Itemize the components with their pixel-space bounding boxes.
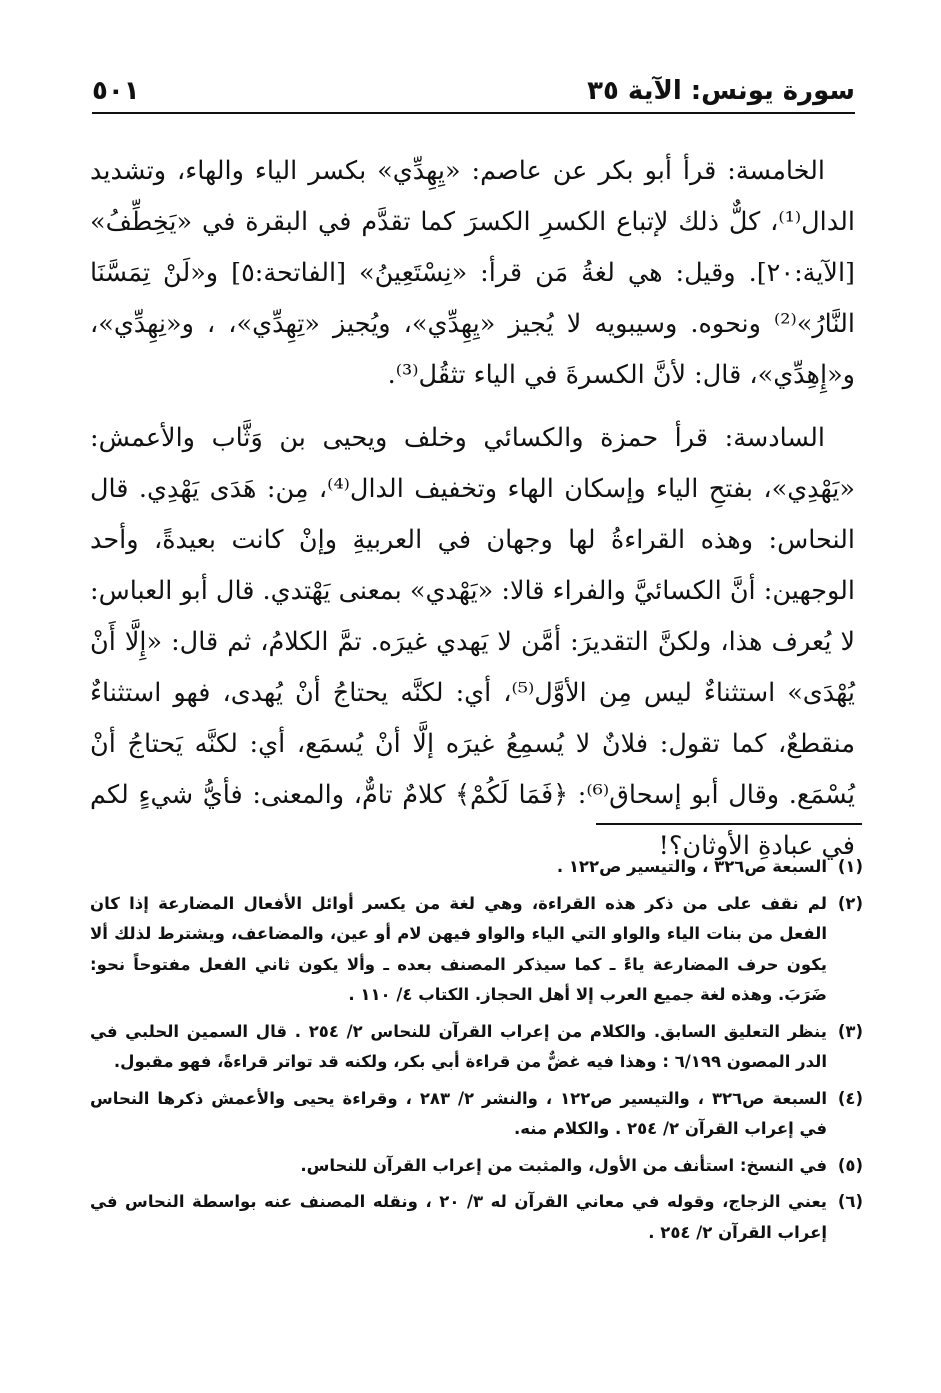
footnote-separator: [596, 823, 862, 825]
footnotes: [90, 852, 863, 1254]
footnote-text: السبعة ص٣٢٦ ، والتيسير ص١٢٢ .: [556, 857, 827, 876]
footnote-number: (٢): [837, 893, 863, 913]
footnote-text: في النسخ: استأنف من الأول، والمثبت من إعراب القرآن للنحاس.: [300, 1155, 827, 1175]
running-title: سورة يونس: الآية ٣٥: [587, 76, 855, 106]
footnote: [90, 1187, 863, 1248]
page-header: [92, 66, 855, 114]
footnote-number: (٥): [837, 1155, 863, 1175]
footnote-number: (٦): [837, 1192, 863, 1211]
page-number: ٥٠١: [92, 76, 140, 106]
paragraph-fifth-reading: الخامسة: قرأ أبو بكر عن عاصم: «يِهِدِّي» بكسر الياء والهاء، وتشديد الدال⁽¹⁾، كلٌّ ذلك لإتباع الكسرِ الكسرَ كما تقدَّم في البقرة في «يَخِطِّفُ» [الآية:٢٠]. وقيل: هي لغةُ مَن قرأ: «نِسْتَعِينُ» [الفاتحة:٥] و«لَنْ تِمَسَّنَا النَّارُ»⁽²⁾ ونحوه. وسيبويه لا يُجيز «يِهِدِّي»، ويُجيز «تِهِدِّي»، ، و«نِهِدِّي»، و«إِهِدِّي»، قال: لأنَّ الكسرةَ في الياء تثقُل⁽³⁾.: [90, 156, 855, 390]
paragraph-sixth-reading: السادسة: قرأ حمزة والكسائي وخلف ويحيى بن وَثَّاب والأعمش: «يَهْدِي»، بفتحِ الياء وإسكان الهاء وتخفيف الدال⁽⁴⁾، مِن: هَدَى يَهْدِي. قال النحاس: وهذه القراءةُ لها وجهان في العربيةِ وإنْ كانت بعيدةً، وأحد الوجهين: أنَّ الكسائيَّ والفراء قالا: «يَهْدي» بمعنى يَهْتدي. قال أبو العباس: لا يُعرف هذا، ولكنَّ التقديرَ: أمَّن لا يَهدي غيرَه. تمَّ الكلامُ، ثم قال: «إِلَّا أَنْ يُهْدَى» استثناءٌ ليس مِن الأوَّل⁽⁵⁾، أي: لكنَّه يحتاجُ أنْ يُهدى، فهو استثناءٌ منقطعٌ، كما تقول: فلانٌ لا يُسمِعُ غيرَه إلَّا أنْ يُسمَع، أي: لكنَّه يَحتاجُ أنْ يُسْمَع. وقال أبو إسحاق⁽⁶⁾: ﴿فَمَا لَكُمْ﴾ كلامٌ تامٌّ، والمعنى: فأيُّ شيءٍ لكم في عبادةِ الأوثان؟!: [90, 423, 856, 861]
footnote: [90, 1017, 863, 1078]
footnote-text: ينظر التعليق السابق. والكلام من إعراب القرآن للنحاس ٢/ ٢٥٤ . قال السمين الحلبي في الدر المصون ٦/١٩٩ : وهذا فيه غضٌّ من قراءة أبي بكر، ولكنه قد تواتر قراءةً، فهو مقبول.: [90, 1021, 827, 1071]
footnote: [90, 852, 863, 883]
footnote-number: (١): [837, 857, 863, 876]
footnote: [90, 1084, 863, 1145]
footnote-text: لم نقف على من ذكر هذه القراءة، وهي لغة من يكسر أوائل الأفعال المضارعة إذا كان الفعل من بنات الياء والواو التي الياء والواو فيهن لام أو عين، والمضاعف، ويشترط لذلك ألا يكون حرف المضارعة ياءً ـ كما سيذكر المصنف بعده ـ وألا يكون ثاني الفعل مفتوحاً نحو: ضَرَبَ. وهذه لغة جميع العرب إلا أهل الحجاز. الكتاب ٤/ ١١٠ .: [90, 893, 827, 1004]
footnote-text: السبعة ص٣٢٦ ، والتيسير ص١٢٢ ، والنشر ٢/ ٢٨٣ ، وقراءة يحيى والأعمش ذكرها النحاس في إعراب القرآن ٢/ ٢٥٤ . والكلام منه.: [90, 1088, 828, 1138]
footnote-number: (٣): [837, 1021, 863, 1041]
footnote-text: يعني الزجاج، وقوله في معاني القرآن له ٣/ ٢٠ ، ونقله المصنف عنه بواسطة النحاس في إعراب القرآن ٢/ ٢٥٤ .: [90, 1192, 827, 1242]
footnote: [90, 889, 863, 1011]
footnote: [90, 1151, 863, 1182]
main-text: [90, 146, 855, 872]
footnote-number: (٤): [837, 1088, 863, 1108]
